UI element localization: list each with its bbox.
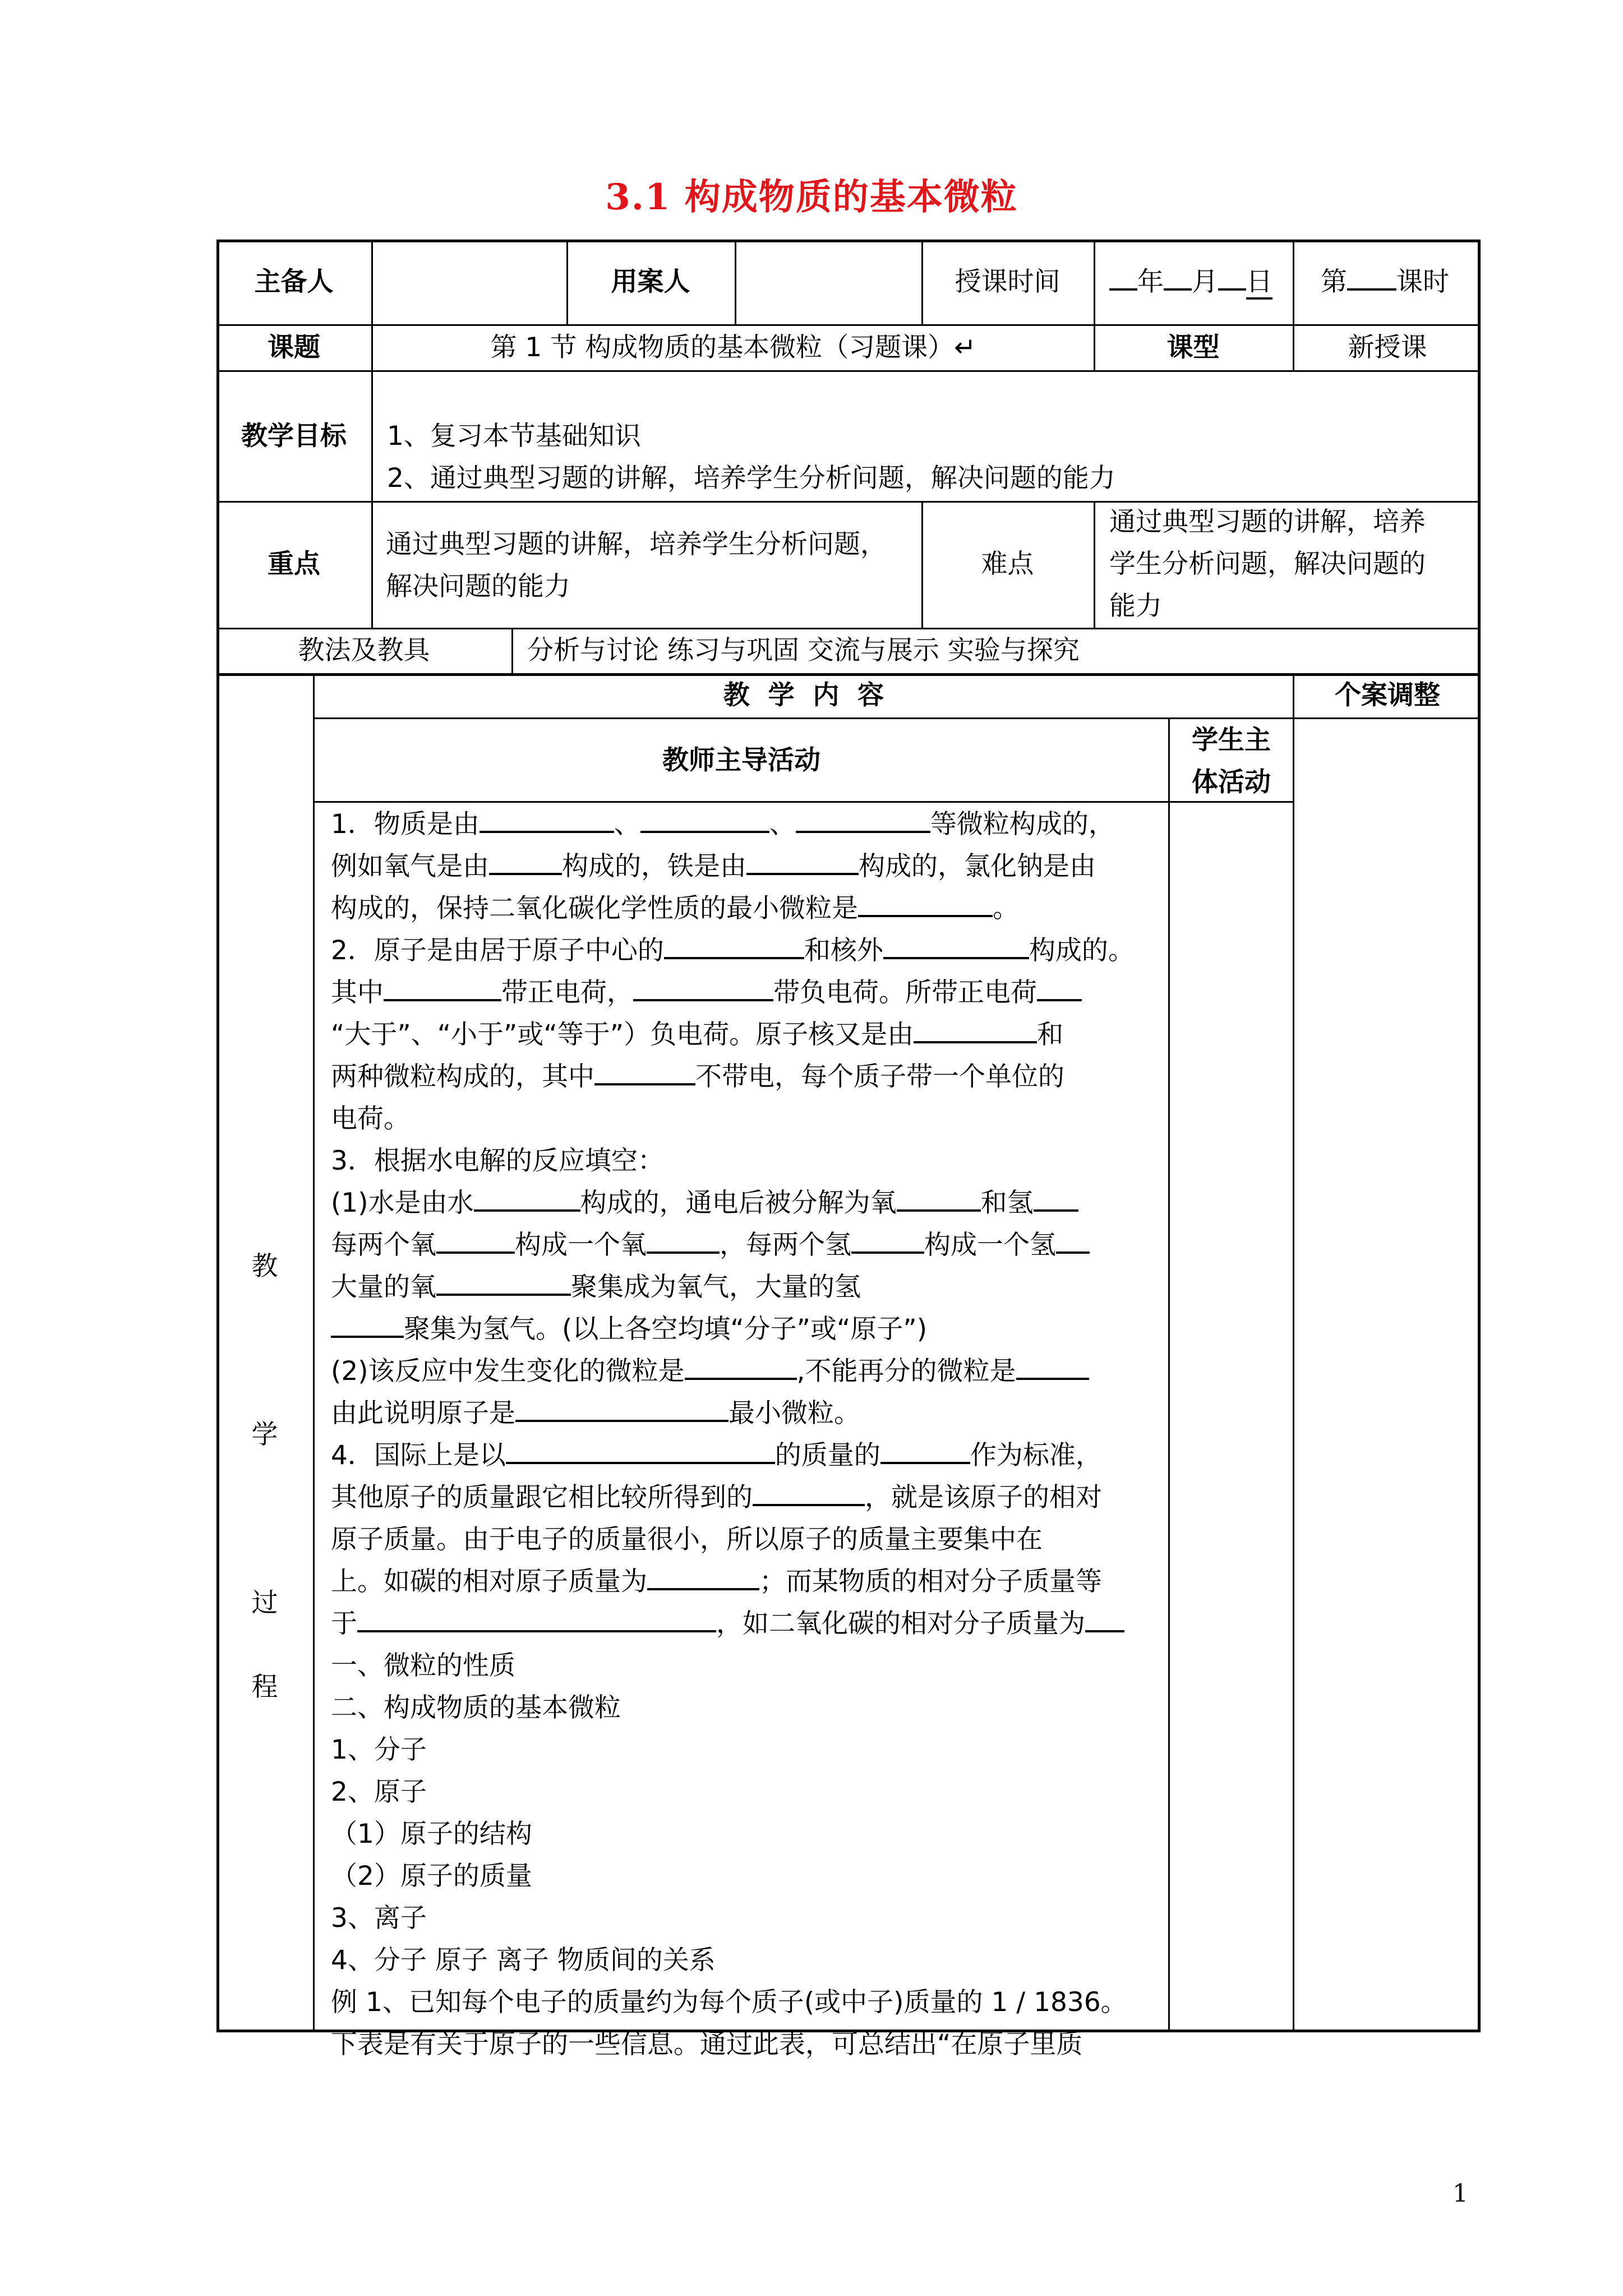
vrule-r5-a <box>511 628 513 673</box>
content-line <box>331 1476 1102 1519</box>
month-label: 月 <box>1192 266 1218 297</box>
user-label: 用案人 <box>611 266 690 297</box>
content-text: 作为标准， <box>970 1440 1102 1471</box>
content-text: 4、分子 原子 离子 物质间的关系 <box>331 1945 716 1976</box>
content-text: 。 <box>993 893 1019 924</box>
fill-blank[interactable] <box>647 1562 759 1590</box>
content-text: 上。如碳的相对原子质量为 <box>331 1566 647 1597</box>
content-text: 等微粒构成的， <box>930 809 1115 840</box>
rule-row2 <box>216 370 1481 372</box>
rule-row1 <box>216 324 1481 326</box>
vrule-r4-c <box>1094 501 1095 628</box>
process-label-char-1: 教 <box>251 1251 278 1282</box>
content-text: 4．国际上是以 <box>331 1440 506 1471</box>
adjust-header: 个案调整 <box>1335 680 1440 711</box>
content-text: 聚集成为氧气，大量的氢 <box>571 1272 861 1303</box>
fill-blank[interactable] <box>436 1226 515 1254</box>
fill-blank[interactable] <box>1016 1352 1089 1380</box>
content-text: 构成的，通电后被分解为氧 <box>580 1188 897 1218</box>
student-activity-header-2: 体活动 <box>1192 767 1271 798</box>
student-activity-header-1: 学生主 <box>1192 725 1271 756</box>
document-title: 3.1 构成物质的基本微粒 <box>605 176 1018 218</box>
fill-blank[interactable] <box>331 1310 404 1338</box>
content-text: 例如氧气是由 <box>331 851 489 882</box>
difficulty-line-2: 学生分析问题，解决问题的 <box>1109 549 1426 579</box>
fill-blank[interactable] <box>1034 1184 1078 1212</box>
fill-blank[interactable] <box>1085 1604 1124 1632</box>
fill-blank[interactable] <box>479 805 614 833</box>
fill-blank[interactable] <box>384 973 501 1001</box>
fill-blank[interactable] <box>796 805 930 833</box>
page-number: 1 <box>1453 2179 1468 2208</box>
rule-sub-header <box>313 801 1293 803</box>
content-text: (2)该反应中发生变化的微粒是 <box>331 1356 685 1387</box>
difficulty-line-1: 通过典型习题的讲解，培养 <box>1109 507 1426 537</box>
content-text: 构成的，氯化钠是由 <box>859 851 1096 882</box>
content-text: 带正电荷， <box>501 977 633 1008</box>
content-text: 每两个氧 <box>331 1230 436 1260</box>
content-text: 构成一个氧 <box>515 1230 647 1260</box>
content-line <box>331 1771 427 1813</box>
fill-blank[interactable] <box>594 1057 695 1085</box>
content-text: 和 <box>1037 1019 1064 1050</box>
content-text: 一、微粒的性质 <box>331 1650 515 1681</box>
difficulty-line-3: 能力 <box>1109 591 1162 622</box>
process-label-char-4: 程 <box>251 1672 278 1703</box>
key-points-label: 重点 <box>268 549 320 579</box>
content-text: “大于”、“小于”或“等于”）负电荷。原子核又是由 <box>331 1019 914 1050</box>
fill-blank[interactable] <box>746 847 859 875</box>
content-line <box>331 972 1082 1014</box>
fill-blank[interactable] <box>515 1394 728 1422</box>
rule-content-header <box>313 717 1481 719</box>
content-text: 2．原子是由居于原子中心的 <box>331 935 664 966</box>
lesson-type-value: 新授课 <box>1348 332 1427 363</box>
content-text: 1、分子 <box>331 1734 427 1765</box>
content-line <box>331 1519 1043 1561</box>
key-point-line-1: 通过典型习题的讲解，培养学生分析问题， <box>386 529 887 560</box>
fill-blank[interactable] <box>914 1015 1037 1043</box>
objective-item-2: 2、通过典型习题的讲解，培养学生分析问题，解决问题的能力 <box>387 463 1115 494</box>
content-line <box>331 1434 1102 1476</box>
content-text: 两种微粒构成的，其中 <box>331 1061 594 1092</box>
vrule-process-label <box>313 673 315 2032</box>
objectives-label: 教学目标 <box>241 421 347 452</box>
content-text: (1)水是由水 <box>331 1188 474 1218</box>
vrule-r1-e <box>1094 240 1095 324</box>
fill-blank[interactable] <box>883 931 1029 959</box>
fill-blank[interactable] <box>858 889 993 917</box>
content-text: 例 1、已知每个电子的质量约为每个质子(或中子)质量的 1 / 1836。 <box>331 1987 1127 2018</box>
fill-blank[interactable] <box>664 931 804 959</box>
content-text: （2）原子的质量 <box>331 1861 532 1892</box>
content-text: 2、原子 <box>331 1777 427 1807</box>
content-text: ，如二氧化碳的相对分子质量为 <box>716 1608 1085 1639</box>
topic-value: 第 1 节 构成物质的基本微粒（习题课）↵ <box>490 332 976 363</box>
preparer-label: 主备人 <box>254 266 334 297</box>
content-line <box>331 1392 860 1434</box>
content-text: （1）原子的结构 <box>331 1819 532 1849</box>
content-text: 带负电荷。所带正电荷 <box>773 977 1037 1008</box>
content-line <box>331 1729 427 1771</box>
content-line <box>331 930 1135 972</box>
fill-blank[interactable] <box>640 805 769 833</box>
content-text: 构成一个氢 <box>924 1230 1056 1260</box>
content-text: 的质量的 <box>774 1440 880 1471</box>
fill-blank[interactable] <box>897 1184 981 1212</box>
difficulty-label: 难点 <box>981 549 1034 579</box>
content-text: 3、离子 <box>331 1903 427 1934</box>
fill-blank[interactable] <box>1056 1226 1090 1254</box>
content-text: ；而某物质的相对分子质量等 <box>759 1566 1102 1597</box>
content-line <box>331 1350 1089 1392</box>
fill-blank[interactable] <box>753 1478 865 1506</box>
content-text: ,不能再分的微粒是 <box>796 1356 1016 1387</box>
content-line <box>331 1813 532 1855</box>
content-line <box>331 1561 1102 1603</box>
lesson-period <box>1321 261 1449 303</box>
content-line <box>331 1603 1124 1645</box>
period-prefix: 第 <box>1321 266 1347 297</box>
content-text: 由此说明原子是 <box>331 1398 515 1429</box>
content-text: 二、构成物质的基本微粒 <box>331 1692 621 1723</box>
content-text: 构成的。 <box>1029 935 1135 966</box>
content-line <box>331 1014 1063 1056</box>
vrule-adjust <box>1293 673 1294 2032</box>
objective-item-1: 1、复习本节基础知识 <box>387 421 641 452</box>
content-line <box>331 1897 427 1939</box>
content-text: 其中 <box>331 977 384 1008</box>
content-text: 大量的氧 <box>331 1272 436 1303</box>
content-line <box>331 1939 716 1981</box>
content-line <box>331 1224 1090 1266</box>
content-line <box>331 2023 1082 2065</box>
content-text: ，就是该原子的相对 <box>865 1482 1102 1513</box>
fill-blank[interactable] <box>506 1436 775 1464</box>
content-text: 不带电，每个质子带一个单位的 <box>695 1061 1064 1092</box>
content-text: 、 <box>769 809 796 840</box>
content-line <box>331 1098 410 1140</box>
content-line <box>331 1140 664 1182</box>
vrule-student <box>1168 717 1170 2032</box>
vrule-r1-f <box>1293 240 1294 324</box>
content-line <box>331 1855 532 1897</box>
content-text: 构成的，铁是由 <box>562 851 746 882</box>
fill-blank[interactable] <box>880 1436 970 1464</box>
content-text: 1．物质是由 <box>331 809 479 840</box>
content-text: 、 <box>614 809 640 840</box>
content-line <box>331 1981 1127 2023</box>
fill-blank[interactable] <box>851 1226 924 1254</box>
content-line <box>331 1182 1078 1224</box>
content-text: 和氢 <box>980 1188 1034 1218</box>
topic-label: 课题 <box>268 332 320 363</box>
period-suffix: 课时 <box>1396 266 1449 297</box>
fill-blank[interactable] <box>436 1268 571 1296</box>
content-line <box>331 803 1115 845</box>
content-text: 3．根据水电解的反应填空： <box>331 1145 664 1176</box>
methods-label: 教法及教具 <box>298 635 430 666</box>
fill-blank[interactable] <box>633 973 773 1001</box>
lesson-date <box>1109 261 1272 303</box>
content-line <box>331 1308 927 1350</box>
key-point-line-2: 解决问题的能力 <box>386 571 570 602</box>
vrule-r4-a <box>371 501 373 628</box>
fill-blank[interactable] <box>685 1352 797 1380</box>
content-line <box>331 887 1019 930</box>
fill-blank[interactable] <box>489 847 562 875</box>
fill-blank[interactable] <box>357 1604 716 1632</box>
time-label: 授课时间 <box>955 266 1061 297</box>
process-label-char-2: 学 <box>251 1419 278 1450</box>
fill-blank[interactable] <box>1037 973 1082 1001</box>
content-text: 其他原子的质量跟它相比较所得到的 <box>331 1482 753 1513</box>
day-label: 日 <box>1246 266 1272 300</box>
fill-blank[interactable] <box>647 1226 720 1254</box>
content-line <box>331 1266 861 1308</box>
content-text: 构成的，保持二氧化碳化学性质的最小微粒是 <box>331 893 858 924</box>
methods-value: 分析与讨论 练习与巩固 交流与展示 实验与探究 <box>527 635 1080 666</box>
content-text: 原子质量。由于电子的质量很小，所以原子的质量主要集中在 <box>331 1524 1043 1555</box>
content-text: 最小微粒。 <box>728 1398 860 1429</box>
content-line <box>331 1687 621 1729</box>
content-text: 于 <box>331 1608 357 1639</box>
content-line <box>331 845 1096 887</box>
content-line <box>331 1056 1064 1098</box>
content-text: 聚集为氢气。(以上各空均填“分子”或“原子”) <box>404 1314 928 1345</box>
process-label-char-3: 过 <box>251 1588 278 1618</box>
content-text: 电荷。 <box>331 1103 410 1134</box>
content-text: 和核外 <box>804 935 883 966</box>
teacher-activity-header: 教师主导活动 <box>662 745 820 776</box>
vrule-r3-a <box>371 370 373 501</box>
content-text: ，每两个氢 <box>720 1230 851 1260</box>
content-header: 教 学 内 容 <box>723 680 884 711</box>
content-line <box>331 1645 515 1687</box>
vrule-r1-c <box>735 240 736 324</box>
vrule-r1-a <box>371 240 373 324</box>
content-text: 下表是有关于原子的一些信息。通过此表，可总结出“在原子里质 <box>331 2029 1083 2060</box>
year-label: 年 <box>1137 266 1164 297</box>
lesson-type-label: 课型 <box>1166 332 1220 363</box>
fill-blank[interactable] <box>474 1184 580 1212</box>
